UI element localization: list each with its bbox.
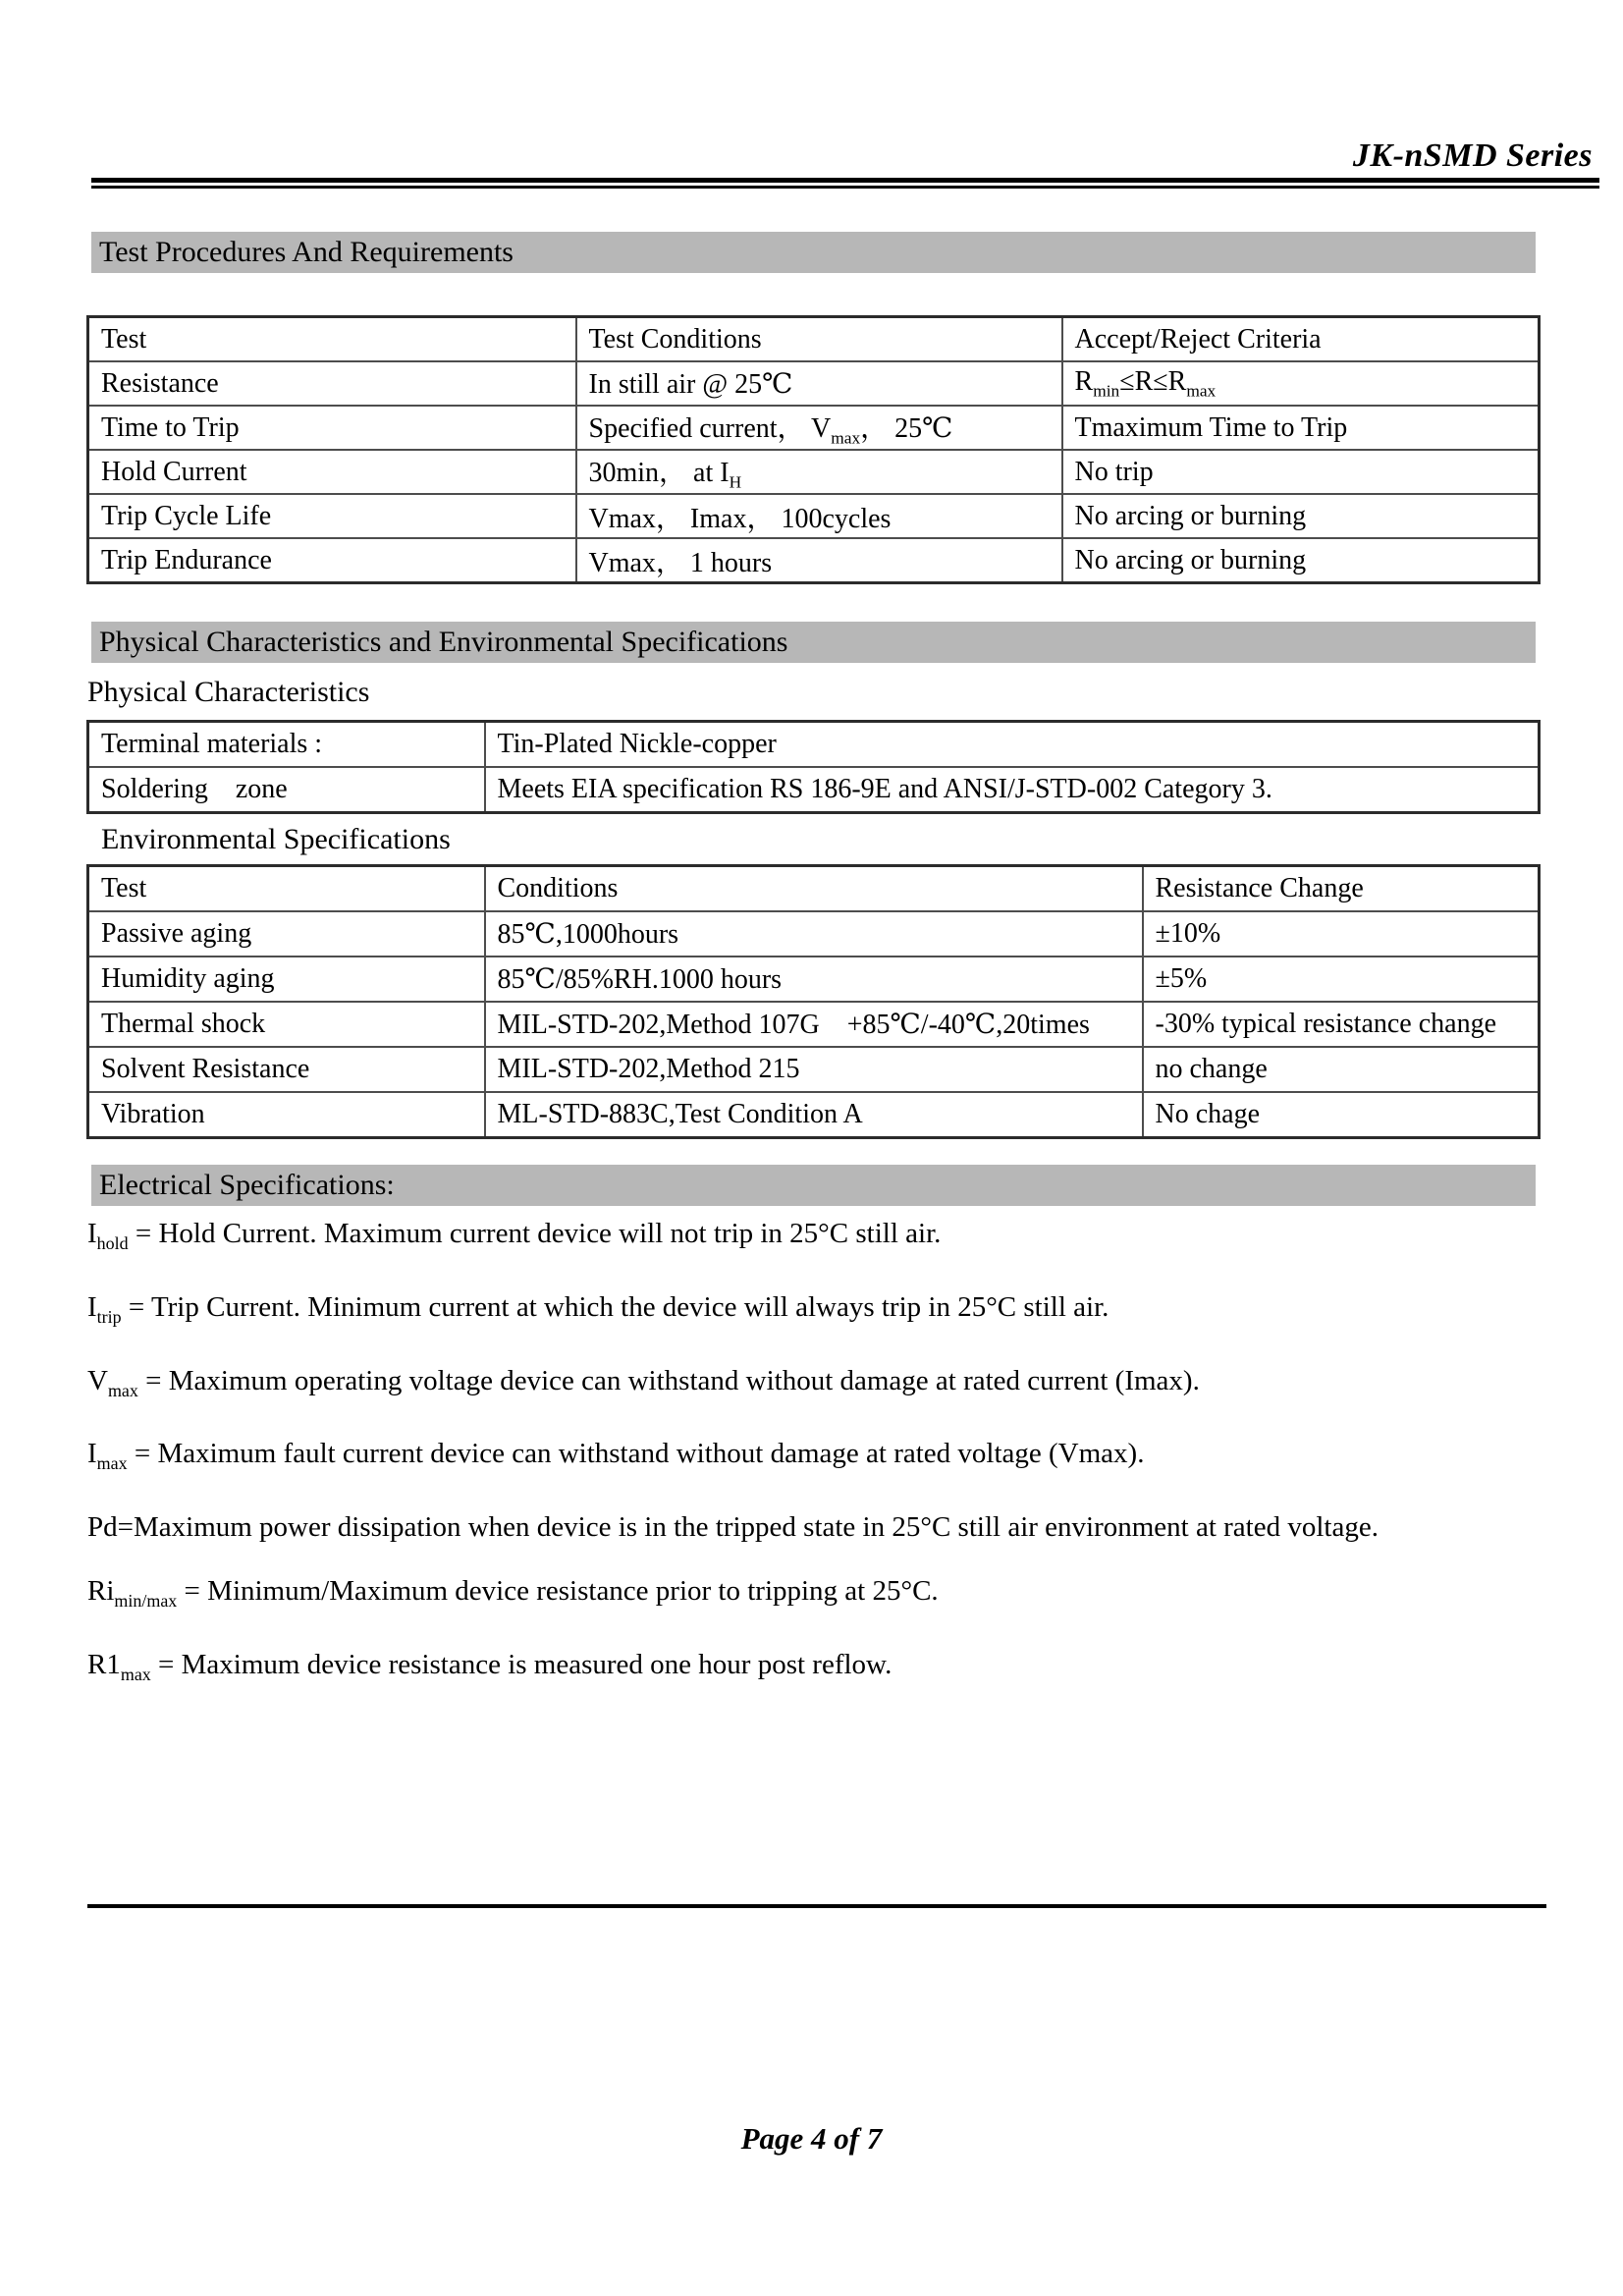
- table-row: [88, 494, 1540, 538]
- table-row: [88, 767, 1540, 813]
- table-header-row: [88, 866, 1540, 912]
- table-row: [88, 1002, 1540, 1047]
- test-procedures-table: [86, 315, 1541, 584]
- table-row: [88, 406, 1540, 450]
- physical-characteristics-table: [86, 720, 1541, 814]
- table-row: [88, 450, 1540, 494]
- table-row: [88, 361, 1540, 406]
- column-header: Accept/Reject Criteria: [1062, 317, 1540, 362]
- table-row: [88, 1092, 1540, 1138]
- table-cell: Trip Endurance: [88, 538, 576, 583]
- table-cell: Humidity aging: [88, 957, 485, 1002]
- table-cell: 30min， at $I_H$: [576, 450, 1062, 494]
- definition-line: $I_{trip}$ = Trip Current. Minimum current at which the device will always trip in 25°C still air.: [87, 1290, 1109, 1327]
- physical-characteristics-label: Physical Characteristics: [87, 676, 370, 708]
- column-header: Test: [88, 317, 576, 362]
- environmental-specifications-label: Environmental Specifications: [101, 823, 451, 855]
- table-cell: Solvent Resistance: [88, 1047, 485, 1092]
- table-row: [88, 722, 1540, 768]
- column-header: Conditions: [485, 866, 1143, 912]
- table-cell: No chage: [1143, 1092, 1540, 1138]
- table-cell: Soldering zone: [88, 767, 485, 813]
- table-cell: Passive aging: [88, 911, 485, 957]
- page-number: Page 4 of 7: [740, 2121, 883, 2156]
- table-cell: -30% typical resistance change: [1143, 1002, 1540, 1047]
- definition-line: $I_{hold}$ = Hold Current. Maximum current device will not trip in 25°C still air.: [87, 1218, 942, 1253]
- table-cell: Vibration: [88, 1092, 485, 1138]
- table-row: [88, 538, 1540, 583]
- table-cell: No trip: [1062, 450, 1540, 494]
- column-header: Resistance Change: [1143, 866, 1540, 912]
- table-cell: Time to Trip: [88, 406, 576, 450]
- definition-line: $Ri_{min/max}$ = Minimum/Maximum device resistance prior to tripping at 25°C.: [87, 1575, 939, 1611]
- page-title: JK-nSMD Series: [1352, 137, 1593, 174]
- definition-line: $R1_{max}$ = Maximum device resistance is measured one hour post reflow.: [87, 1648, 893, 1684]
- table-cell: ML-STD-883C,Test Condition A: [485, 1092, 1143, 1138]
- table-cell: 85℃/85%RH.1000 hours: [485, 957, 1143, 1002]
- table-cell: In still air @ 25℃: [576, 361, 1062, 406]
- table-cell: no change: [1143, 1047, 1540, 1092]
- column-header: Test Conditions: [576, 317, 1062, 362]
- table-cell: Trip Cycle Life: [88, 494, 576, 538]
- section-heading-physical: Physical Characteristics and Environmental Specifications: [91, 622, 1536, 663]
- table-cell: Vmax， 1 hours: [576, 538, 1062, 583]
- table-cell: 85℃,1000hours: [485, 911, 1143, 957]
- table-cell: MIL-STD-202,Method 215: [485, 1047, 1143, 1092]
- column-header: Test: [88, 866, 485, 912]
- definition-line: $V_{max}$ = Maximum operating voltage device can withstand without damage at rated current (Imax).: [87, 1364, 1200, 1400]
- table-cell: No arcing or burning: [1062, 494, 1540, 538]
- table-header-row: [88, 317, 1540, 362]
- table-row: [88, 1047, 1540, 1092]
- environmental-specifications-table: [86, 864, 1541, 1139]
- section-heading-test-procedures: Test Procedures And Requirements: [91, 232, 1536, 273]
- electrical-definitions: [87, 1216, 1541, 1721]
- table-cell: Hold Current: [88, 450, 576, 494]
- table-row: [88, 911, 1540, 957]
- footer-divider: [87, 1904, 1546, 1908]
- table-cell: No arcing or burning: [1062, 538, 1540, 583]
- table-cell: $R_{min}\le R\le R_{max}$: [1062, 361, 1540, 406]
- section-heading-electrical: Electrical Specifications:: [91, 1165, 1536, 1206]
- header-divider: [91, 178, 1599, 189]
- table-cell: MIL-STD-202,Method 107G +85℃/-40℃,20times: [485, 1002, 1143, 1047]
- table-row: [88, 957, 1540, 1002]
- table-cell: Vmax， Imax， 100cycles: [576, 494, 1062, 538]
- definition-line: Pd=Maximum power dissipation when device is in the tripped state in 25°C still air environment at rated voltage.: [87, 1511, 1379, 1544]
- table-cell: Terminal materials :: [88, 722, 485, 768]
- table-cell: ±5%: [1143, 957, 1540, 1002]
- table-cell: Specified current， $V_{max}$， 25℃: [576, 406, 1062, 450]
- table-cell: Tin-Plated Nickle-copper: [485, 722, 1540, 768]
- table-cell: Tmaximum Time to Trip: [1062, 406, 1540, 450]
- table-cell: Resistance: [88, 361, 576, 406]
- table-cell: Thermal shock: [88, 1002, 485, 1047]
- table-cell: Meets EIA specification RS 186-9E and ANSI/J-STD-002 Category 3.: [485, 767, 1540, 813]
- table-cell: ±10%: [1143, 911, 1540, 957]
- definition-line: $I_{max}$ = Maximum fault current device can withstand without damage at rated voltage (Vmax).: [87, 1438, 1145, 1474]
